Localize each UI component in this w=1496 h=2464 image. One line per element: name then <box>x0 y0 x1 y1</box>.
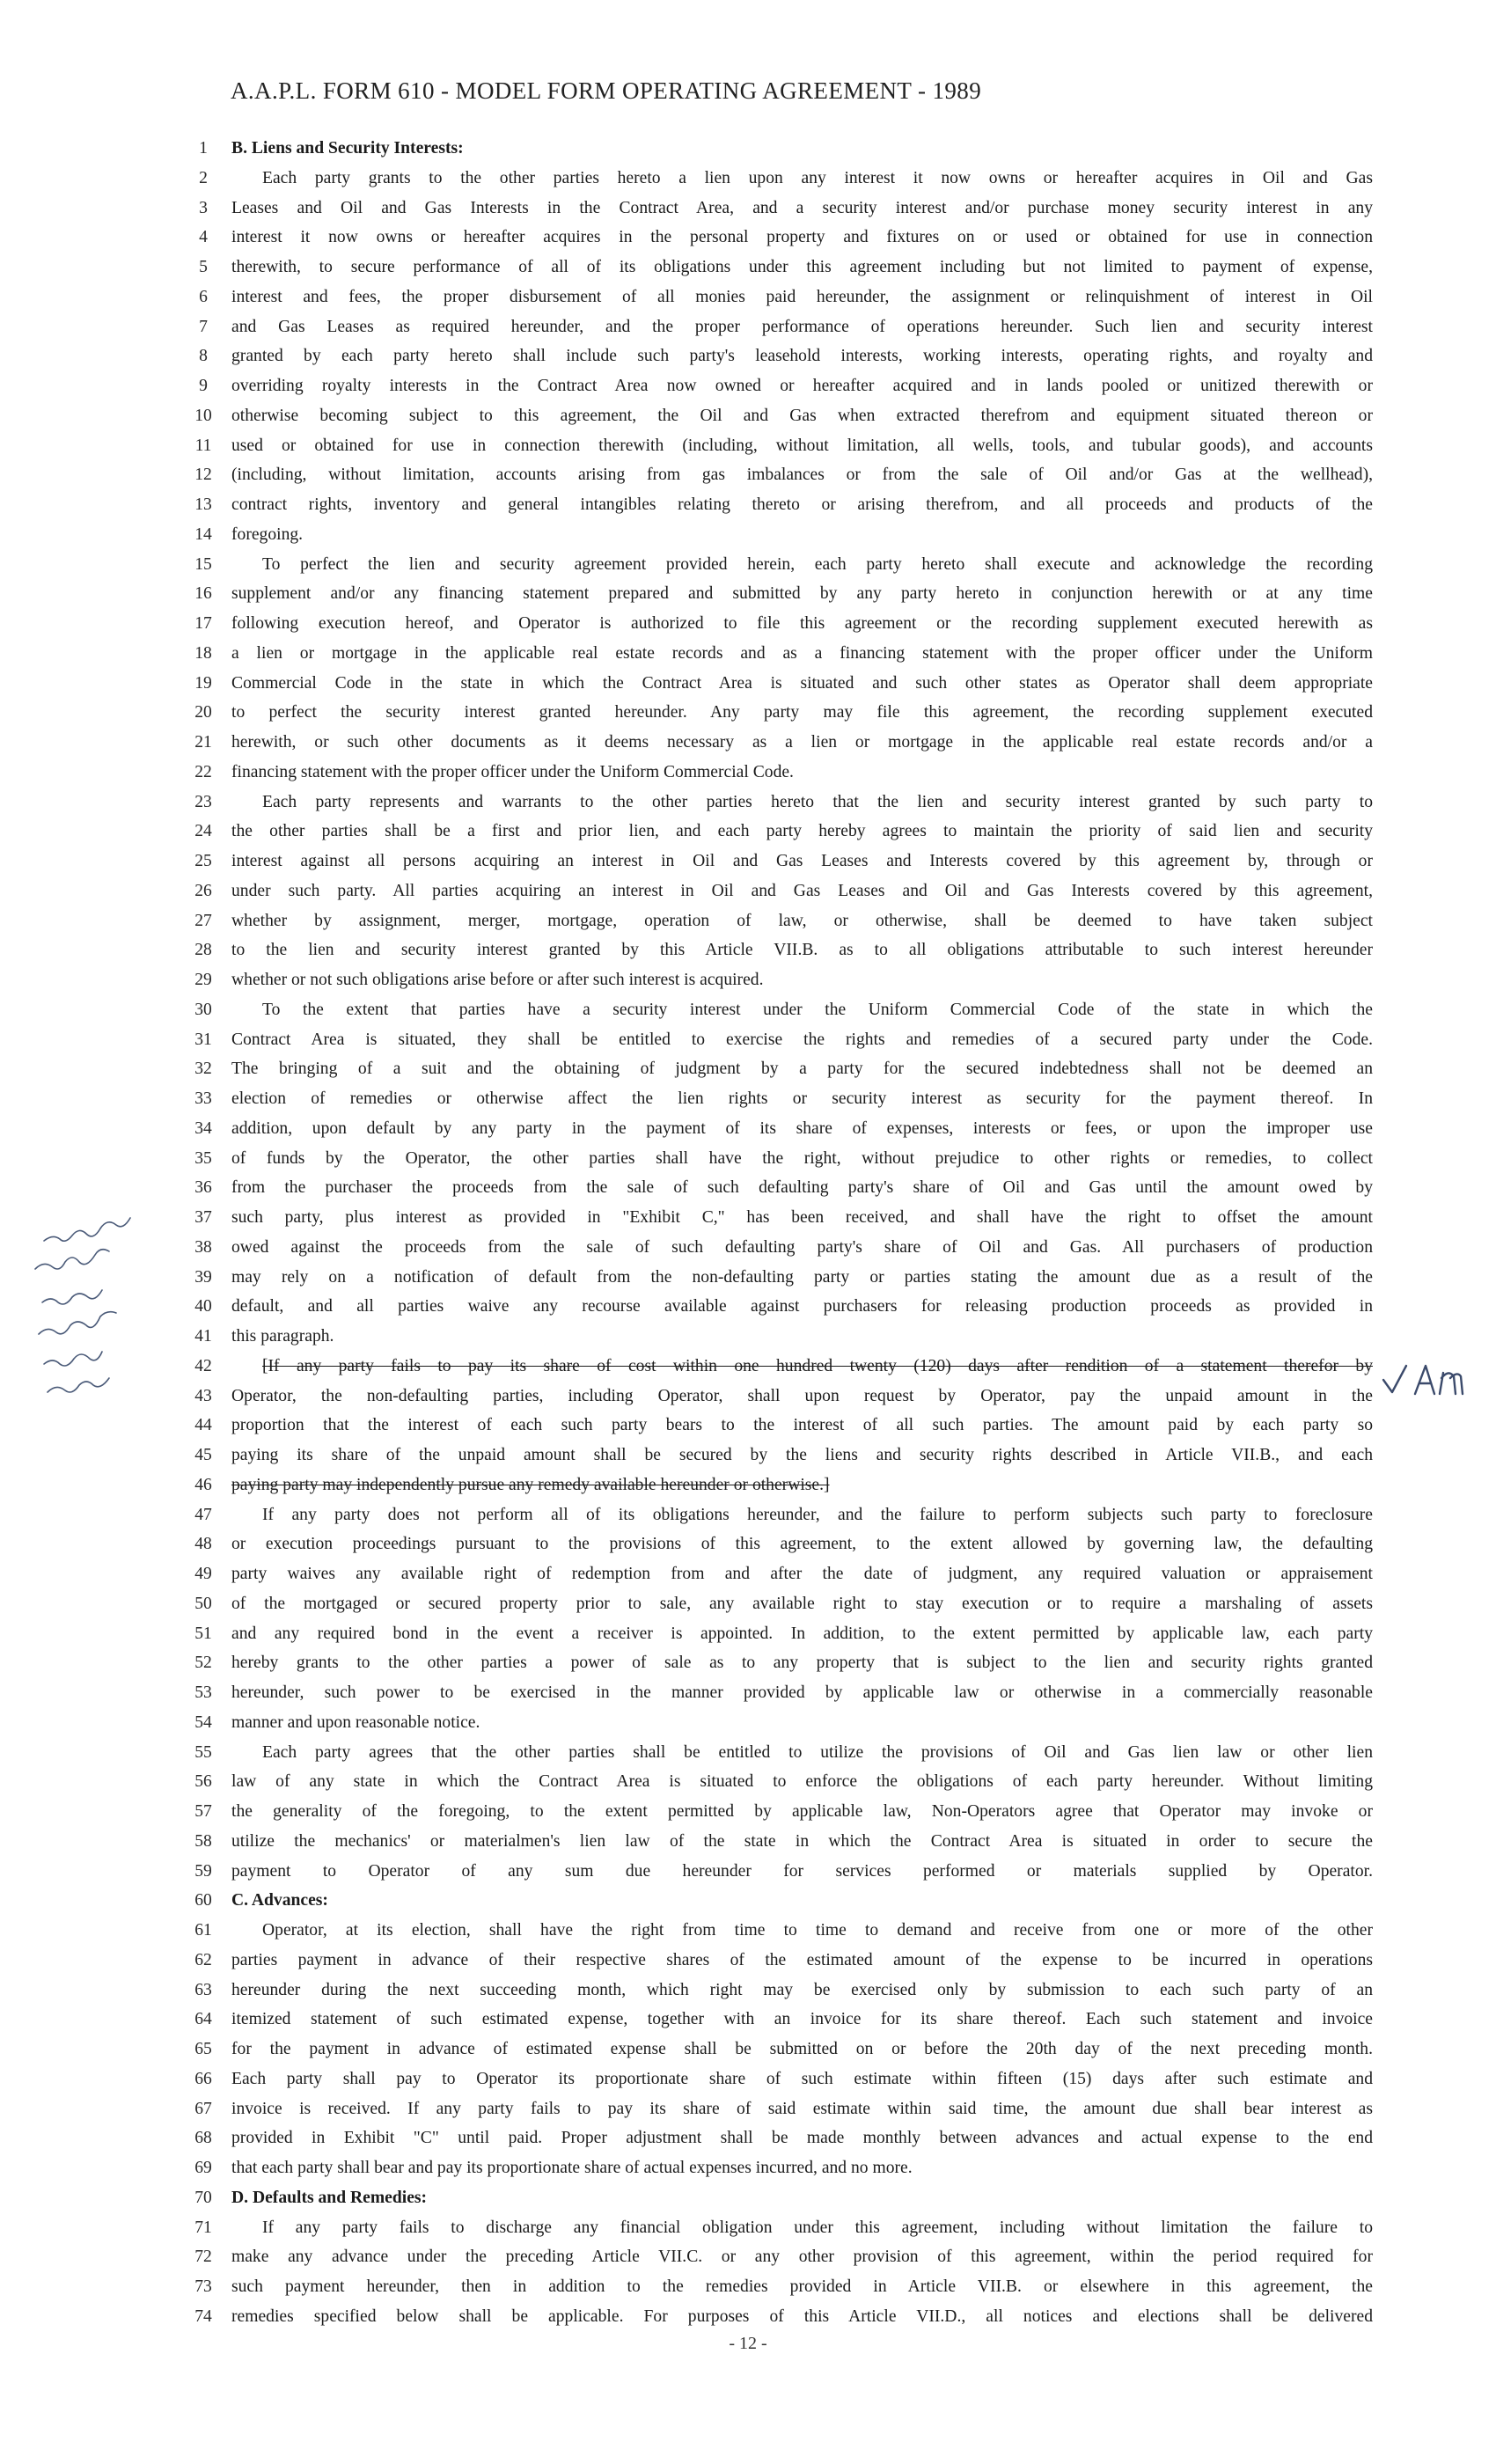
line <box>185 669 1373 699</box>
line-text: of funds by the Operator, the other parties shall have the right, without prejudice to other rights or remedies, to collect <box>231 1148 1373 1168</box>
line-number: 48 <box>194 1535 212 1554</box>
line-number: 12 <box>194 466 212 485</box>
line <box>185 1441 1373 1470</box>
line-text: owed against the proceeds from the sale of such defaulting party's share of Oil and Gas. All purchasers of production <box>231 1237 1373 1257</box>
line-number: 3 <box>199 198 208 217</box>
line-text: To perfect the lien and security agreement provided herein, each party hereto shall execute and acknowledge the recording <box>262 554 1373 574</box>
line-number: 47 <box>194 1505 212 1524</box>
line <box>185 2242 1373 2272</box>
line <box>185 2213 1373 2243</box>
line <box>185 1292 1373 1322</box>
line <box>185 1767 1373 1797</box>
line-number: 23 <box>194 792 212 811</box>
line <box>185 1827 1373 1857</box>
line-text: party waives any available right of redemption from and after the date of judgment, any required valuation or appraisement <box>231 1565 1373 1583</box>
line-number: 57 <box>194 1802 212 1821</box>
line-number: 16 <box>194 584 212 604</box>
line-text: foregoing. <box>231 524 304 544</box>
line-text: of the mortgaged or secured property prior to sale, any available right to stay execution or to require a marshaling of assets <box>231 1594 1373 1613</box>
line <box>185 223 1373 253</box>
line-number: 31 <box>194 1030 212 1049</box>
line-number: 49 <box>194 1565 212 1583</box>
line-number: 43 <box>194 1386 212 1405</box>
line-text: such payment hereunder, then in addition to the remedies provided in Article VII.B. or elsewhere in this agreement, the <box>231 2277 1373 2296</box>
line <box>185 1648 1373 1678</box>
line <box>185 520 1373 550</box>
line <box>185 1054 1373 1084</box>
line <box>185 282 1373 312</box>
line-text: default, and all parties waive any recourse available against purchasers for releasing production proceeds as provided in <box>231 1297 1373 1316</box>
line-number: 8 <box>199 347 208 366</box>
line <box>185 1678 1373 1708</box>
line-number: 63 <box>194 1980 212 1999</box>
handwritten-note-icon <box>9 1179 202 1408</box>
line <box>185 1233 1373 1263</box>
line-number: 59 <box>194 1861 212 1881</box>
line <box>185 1738 1373 1768</box>
line-text: [If any party fails to pay its share of cost within one hundred twenty (120) days after rendition of a statement therefor by <box>262 1356 1373 1375</box>
line <box>185 2272 1373 2302</box>
line <box>185 312 1373 342</box>
line <box>185 460 1373 490</box>
line-text: The bringing of a suit and the obtaining of judgment by a party for the secured indebtedness shall not be deemed an <box>231 1060 1373 1079</box>
line-number: 34 <box>194 1118 212 1138</box>
line-number: 42 <box>194 1356 212 1375</box>
line-number: 41 <box>194 1327 212 1346</box>
line <box>185 2302 1373 2332</box>
line-text: contract rights, inventory and general intangibles relating thereto or arising therefrom, and all proceeds and products of the <box>231 495 1373 514</box>
page-number: - 12 - <box>729 2334 767 2353</box>
line-text: whether by assignment, merger, mortgage, operation of law, or otherwise, shall be deemed to have taken subject <box>231 911 1373 930</box>
line <box>185 1857 1373 1887</box>
line-text: and Gas Leases as required hereunder, and the proper performance of operations hereunder. Such lien and security interest <box>231 317 1373 336</box>
line-text: Each party shall pay to Operator its proportionate share of such estimate within fifteen (15) days after such estimate and <box>231 2069 1373 2088</box>
line-text: make any advance under the preceding Article VII.C. or any other provision of this agreement, within the period required for <box>231 2248 1373 2267</box>
line <box>185 639 1373 669</box>
line <box>185 1559 1373 1589</box>
line-text: hereby grants to the other parties a power of sale as to any property that is subject to the lien and security rights granted <box>231 1654 1373 1673</box>
line-text: that each party shall bear and pay its proportionate share of actual expenses incurred, and no more. <box>231 2159 913 2177</box>
line-text: interest against all persons acquiring an interest in Oil and Gas Leases and Interests covered by this agreement by, through or <box>231 852 1373 870</box>
line-text: to the lien and security interest granted by this Article VII.B. as to all obligations attributable to such interest hereunder <box>231 941 1373 960</box>
line-number: 71 <box>194 2218 212 2237</box>
line <box>185 728 1373 758</box>
line <box>185 1797 1373 1827</box>
line <box>185 164 1373 194</box>
line <box>185 2005 1373 2035</box>
line-number: 69 <box>194 2159 212 2177</box>
handwritten-check-mark <box>1380 1359 1468 1403</box>
line <box>185 788 1373 818</box>
line <box>185 2035 1373 2064</box>
line-number: 37 <box>194 1208 212 1227</box>
line <box>185 1619 1373 1649</box>
line-text: otherwise becoming subject to this agreement, the Oil and Gas when extracted therefrom and equipment situated thereon or <box>231 406 1373 425</box>
line-number: 7 <box>199 317 208 336</box>
line <box>185 935 1373 965</box>
line <box>185 1025 1373 1055</box>
line-text: paying its share of the unpaid amount shall be secured by the liens and security rights described in Article VII.B., and each <box>231 1446 1373 1464</box>
line-number: 56 <box>194 1772 212 1792</box>
line-number: 2 <box>199 168 208 187</box>
line-text: If any party fails to discharge any financial obligation under this agreement, including without limitation the failure to <box>262 2218 1373 2237</box>
line-text: hereunder, such power to be exercised in the manner provided by applicable law or otherwise in a commercially reasonable <box>231 1683 1373 1702</box>
line-number: 58 <box>194 1831 212 1851</box>
line <box>185 2183 1373 2213</box>
line-number: 20 <box>194 703 212 722</box>
line <box>185 1144 1373 1174</box>
line-text: the other parties shall be a first and prior lien, and each party hereby agrees to maintain the priority of said lien and security <box>231 822 1373 841</box>
line-text: from the purchaser the proceeds from the sale of such defaulting party's share of Oil and Gas until the amount owed by <box>231 1178 1373 1198</box>
line <box>185 965 1373 995</box>
line <box>185 2064 1373 2094</box>
line <box>185 2123 1373 2153</box>
line <box>185 817 1373 847</box>
line <box>185 1529 1373 1559</box>
line-text: under such party. All parties acquiring an interest in Oil and Gas Leases and Oil and Gas Interests covered by this agreement, <box>231 881 1373 900</box>
line <box>185 253 1373 282</box>
line <box>185 1382 1373 1412</box>
line-number: 38 <box>194 1237 212 1257</box>
line-text: To the extent that parties have a security interest under the Uniform Commercial Code of the state in which the <box>262 1000 1373 1019</box>
line-number: 15 <box>194 554 212 574</box>
line-text: a lien or mortgage in the applicable real estate records and as a financing statement with the proper officer under the Uniform <box>231 643 1373 663</box>
line-number: 45 <box>194 1446 212 1464</box>
line-text: itemized statement of such estimated expense, together with an invoice for its share thereof. Each such statement and invoice <box>231 2010 1373 2029</box>
section-heading: D. Defaults and Remedies: <box>231 2188 428 2207</box>
line <box>185 1322 1373 1352</box>
line <box>185 847 1373 876</box>
line-number: 66 <box>194 2069 212 2088</box>
line-text: used or obtained for use in connection therewith (including, without limitation, all wells, tools, and tubular goods), and accounts <box>231 436 1373 455</box>
line-number: 50 <box>194 1594 212 1613</box>
line <box>185 609 1373 639</box>
line-text: Leases and Oil and Gas Interests in the Contract Area, and a security interest and/or purchase money security interest in any <box>231 198 1373 217</box>
line <box>185 134 1373 164</box>
line-text: Each party agrees that the other parties shall be entitled to utilize the provisions of Oil and Gas lien law or other lien <box>262 1742 1373 1762</box>
line <box>185 1470 1373 1500</box>
line <box>185 1976 1373 2006</box>
line-text: (including, without limitation, accounts arising from gas imbalances or from the sale of Oil and/or Gas at the wellhead), <box>231 466 1373 485</box>
line-text: manner and upon reasonable notice. <box>231 1712 480 1732</box>
line-text: paying party may independently pursue any remedy available hereunder or otherwise.] <box>231 1475 830 1494</box>
line <box>185 1173 1373 1203</box>
line-number: 10 <box>194 406 212 425</box>
line-number: 24 <box>194 822 212 841</box>
line <box>185 401 1373 431</box>
section-heading: B. Liens and Security Interests: <box>231 139 464 158</box>
line-number: 65 <box>194 2040 212 2058</box>
line <box>185 431 1373 461</box>
line-number: 32 <box>194 1060 212 1079</box>
line-number: 9 <box>199 377 208 395</box>
line <box>185 1589 1373 1619</box>
line-text: invoice is received. If any party fails to pay its share of said estimate within said time, the amount due shall bear interest as <box>231 2099 1373 2118</box>
line-number: 55 <box>194 1742 212 1762</box>
line-number: 39 <box>194 1267 212 1287</box>
line-text: hereunder during the next succeeding month, which right may be exercised only by submission to each such party of an <box>231 1980 1373 1999</box>
line-text: such party, plus interest as provided in "Exhibit C," has been received, and shall have the right to offset the amount <box>231 1208 1373 1227</box>
line-number: 35 <box>194 1148 212 1168</box>
line-text: may rely on a notification of default from the non-defaulting party or parties stating the amount due as a result of the <box>231 1267 1373 1287</box>
line-number: 53 <box>194 1683 212 1702</box>
line-number: 73 <box>194 2277 212 2296</box>
section-heading: C. Advances: <box>231 1891 328 1910</box>
line-number: 62 <box>194 1950 212 1969</box>
line-number: 4 <box>199 228 208 247</box>
line-text: law of any state in which the Contract Area is situated to enforce the obligations of each party hereunder. Without limiting <box>231 1772 1373 1792</box>
line-number: 64 <box>194 2010 212 2029</box>
document-body <box>185 134 1373 2332</box>
line <box>185 995 1373 1025</box>
line-text: therewith, to secure performance of all of its obligations under this agreement including but not limited to payment of expense, <box>231 258 1373 276</box>
line-number: 27 <box>194 911 212 930</box>
line-number: 44 <box>194 1416 212 1435</box>
line-text: whether or not such obligations arise before or after such interest is acquired. <box>231 971 764 989</box>
line <box>185 1946 1373 1976</box>
line-text: the generality of the foregoing, to the extent permitted by applicable law, Non-Operators agree that Operator may invoke or <box>231 1802 1373 1821</box>
line-text: Operator, at its election, shall have the right from time to time to demand and receive from one or more of the other <box>262 1921 1373 1940</box>
line <box>185 1352 1373 1382</box>
line <box>185 550 1373 580</box>
line-number: 1 <box>199 139 208 158</box>
line-number: 72 <box>194 2248 212 2267</box>
line <box>185 1411 1373 1441</box>
line-number: 70 <box>194 2188 212 2207</box>
handwritten-margin-note <box>9 1179 202 1408</box>
line-number: 60 <box>194 1891 212 1910</box>
line-text: or execution proceedings pursuant to the provisions of this agreement, to the extent allowed by governing law, the defaulting <box>231 1535 1373 1554</box>
line-number: 40 <box>194 1297 212 1316</box>
line-text: Each party grants to the other parties hereto a lien upon any interest it now owns or hereafter acquires in Oil and Gas <box>262 168 1373 187</box>
line <box>185 2153 1373 2183</box>
line <box>185 579 1373 609</box>
line-number: 18 <box>194 643 212 663</box>
line-text: overriding royalty interests in the Contract Area now owned or hereafter acquired and in lands pooled or unitized therewith or <box>231 377 1373 395</box>
line-number: 21 <box>194 733 212 752</box>
line-text: payment to Operator of any sum due hereunder for services performed or materials supplied by Operator. <box>231 1861 1373 1881</box>
line <box>185 1708 1373 1738</box>
line <box>185 194 1373 224</box>
line-text: Contract Area is situated, they shall be entitled to exercise the rights and remedies of a secured party under the Code. <box>231 1030 1373 1049</box>
line-number: 26 <box>194 881 212 900</box>
line-text: this paragraph. <box>231 1327 334 1346</box>
line-number: 52 <box>194 1654 212 1673</box>
line-number: 22 <box>194 762 212 781</box>
line-text: Each party represents and warrants to the other parties hereto that the lien and security interest granted by such party to <box>262 792 1373 811</box>
line-text: to perfect the security interest granted hereunder. Any party may file this agreement, the recording supplement executed <box>231 703 1373 722</box>
line-number: 74 <box>194 2306 212 2326</box>
line-number: 14 <box>194 524 212 544</box>
line-number: 13 <box>194 495 212 514</box>
page-header: A.A.P.L. FORM 610 - MODEL FORM OPERATING AGREEMENT - 1989 <box>231 77 982 104</box>
line-number: 36 <box>194 1178 212 1198</box>
line-number: 5 <box>199 258 208 276</box>
line-text: and any required bond in the event a receiver is appointed. In addition, to the extent permitted by applicable law, each party <box>231 1624 1373 1643</box>
line <box>185 1084 1373 1114</box>
checkmark-icon <box>1380 1359 1468 1403</box>
line-number: 51 <box>194 1624 212 1643</box>
line <box>185 1916 1373 1946</box>
line-text: interest and fees, the proper disbursement of all monies paid hereunder, the assignment or relinquishment of interest in Oil <box>231 287 1373 306</box>
line-number: 25 <box>194 852 212 870</box>
line-text: If any party does not perform all of its obligations hereunder, and the failure to perform subjects such party to foreclosure <box>262 1505 1373 1524</box>
line <box>185 2094 1373 2124</box>
line-number: 46 <box>194 1475 212 1494</box>
line <box>185 1263 1373 1293</box>
line-text: for the payment in advance of estimated expense shall be submitted on or before the 20th day of the next preceding month. <box>231 2040 1373 2058</box>
line-text: remedies specified below shall be applicable. For purposes of this Article VII.D., all notices and elections shall be delivered <box>231 2306 1373 2326</box>
line <box>185 341 1373 371</box>
line <box>185 1500 1373 1530</box>
line-number: 33 <box>194 1089 212 1108</box>
line-number: 61 <box>194 1921 212 1940</box>
line-number: 6 <box>199 287 208 306</box>
line-number: 11 <box>194 436 212 455</box>
line-text: addition, upon default by any party in the payment of its share of expenses, interests or fees, or upon the improper use <box>231 1118 1373 1138</box>
line-text: Operator, the non-defaulting parties, including Operator, shall upon request by Operator, pay the unpaid amount in the <box>231 1386 1373 1405</box>
line-text: proportion that the interest of each such party bears to the interest of all such parties. The amount paid by each party so <box>231 1416 1373 1435</box>
line <box>185 1114 1373 1144</box>
line <box>185 906 1373 936</box>
line <box>185 758 1373 788</box>
line-number: 54 <box>194 1712 212 1732</box>
line-text: utilize the mechanics' or materialmen's lien law of the state in which the Contract Area is situated in order to secure the <box>231 1831 1373 1851</box>
line-number: 68 <box>194 2129 212 2148</box>
line-text: supplement and/or any financing statement prepared and submitted by any party hereto in conjunction herewith or at any time <box>231 584 1373 604</box>
line <box>185 490 1373 520</box>
line-number: 19 <box>194 673 212 693</box>
line-text: financing statement with the proper officer under the Uniform Commercial Code. <box>231 762 794 781</box>
line <box>185 698 1373 728</box>
line-number: 30 <box>194 1000 212 1019</box>
line-text: Commercial Code in the state in which the Contract Area is situated and such other states as Operator shall deem appropriate <box>231 673 1373 693</box>
line-text: parties payment in advance of their respective shares of the estimated amount of the expense to be incurred in operations <box>231 1950 1373 1969</box>
line-text: interest it now owns or hereafter acquires in the personal property and fixtures on or used or obtained for use in connection <box>231 228 1373 247</box>
line-number: 28 <box>194 941 212 960</box>
line <box>185 1886 1373 1916</box>
line <box>185 1203 1373 1233</box>
line-text: provided in Exhibit "C" until paid. Proper adjustment shall be made monthly between advances and actual expense to the end <box>231 2129 1373 2148</box>
line <box>185 876 1373 906</box>
line-number: 29 <box>194 971 212 989</box>
line-text: granted by each party hereto shall include such party's leasehold interests, working interests, operating rights, and royalty and <box>231 347 1373 366</box>
line-text: following execution hereof, and Operator is authorized to file this agreement or the recording supplement executed herewith as <box>231 614 1373 633</box>
line <box>185 371 1373 401</box>
line-number: 17 <box>194 614 212 633</box>
line-text: election of remedies or otherwise affect the lien rights or security interest as security for the payment thereof. In <box>231 1089 1373 1108</box>
line-number: 67 <box>194 2099 212 2118</box>
line-text: herewith, or such other documents as it deems necessary as a lien or mortgage in the applicable real estate records and/or a <box>231 733 1373 752</box>
